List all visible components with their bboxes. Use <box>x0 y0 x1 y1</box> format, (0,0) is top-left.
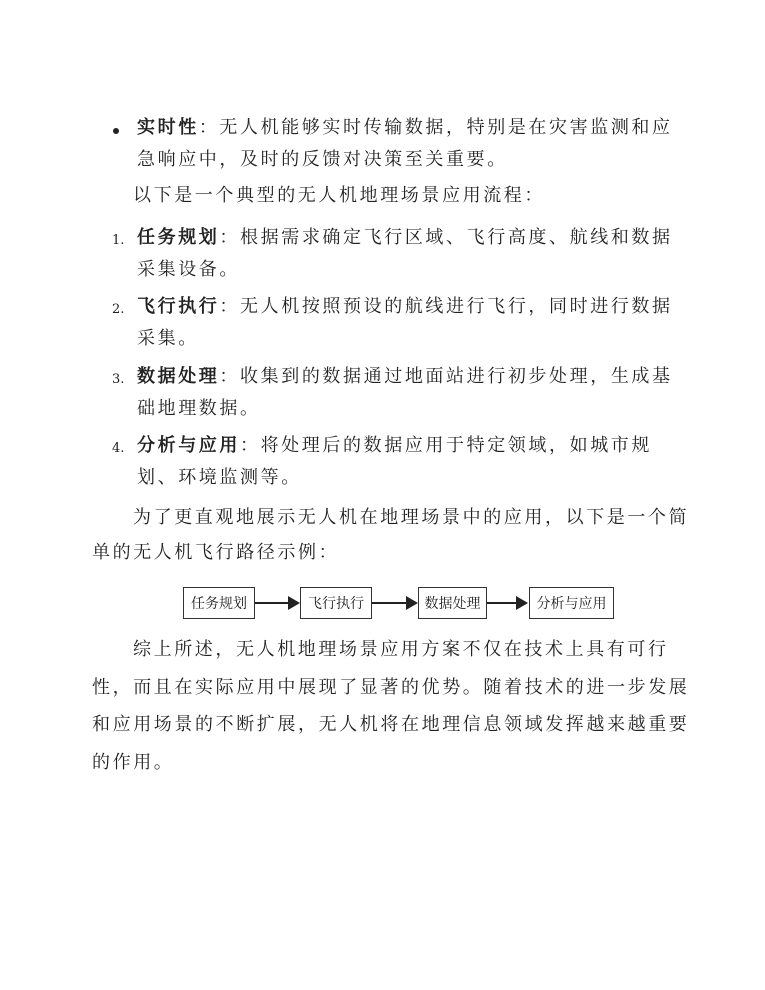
conclusion-line-1: 综上所述，无人机地理场景应用方案不仅在技术上具有可行 <box>133 639 669 660</box>
bullet-dot <box>113 128 119 134</box>
bullet-term: 实时性 <box>137 117 199 138</box>
step-line-1: 数据处理：收集到的数据通过地面站进行初步处理，生成基 <box>137 366 673 387</box>
step-term: 分析与应用 <box>137 435 240 456</box>
flow-arrow-line <box>487 602 517 604</box>
step-line-2: 划、环境监测等。 <box>137 467 302 488</box>
flow-arrowhead-icon <box>406 596 418 610</box>
flow-box-apply: 分析与应用 <box>529 587 614 619</box>
flow-arrowhead-icon <box>288 596 300 610</box>
flow-arrow-line <box>255 602 289 604</box>
step-line-1: 分析与应用：将处理后的数据应用于特定领域，如城市规 <box>137 435 653 456</box>
step-line-2: 采集设备。 <box>137 259 240 280</box>
step-number: 1. <box>112 233 125 248</box>
bullet-line-1: 实时性：无人机能够实时传输数据，特别是在灾害监测和应 <box>137 117 673 138</box>
flow-box-process: 数据处理 <box>418 587 487 619</box>
step-line-1: 飞行执行：无人机按照预设的航线进行飞行，同时进行数据 <box>137 296 673 317</box>
step-line-2: 础地理数据。 <box>137 398 261 419</box>
step-term: 任务规划 <box>137 227 220 248</box>
bullet-text: 无人机能够实时传输数据，特别是在灾害监测和应 <box>219 117 673 138</box>
step-line-2: 采集。 <box>137 328 199 349</box>
bullet-line-2: 急响应中，及时的反馈对决策至关重要。 <box>137 149 508 170</box>
para2-line-1: 为了更直观地展示无人机在地理场景中的应用，以下是一个简 <box>133 507 690 528</box>
flow-arrow-line <box>372 602 407 604</box>
para2-line-2: 单的无人机飞行路径示例： <box>92 542 340 563</box>
step-number: 2. <box>112 302 125 317</box>
step-term: 飞行执行 <box>137 296 220 317</box>
step-number: 4. <box>112 441 125 456</box>
conclusion-line-2: 性，而且在实际应用中展现了显著的优势。随着技术的进一步发展 <box>92 677 690 698</box>
conclusion-line-4: 的作用。 <box>92 752 175 773</box>
step-number: 3. <box>112 372 125 387</box>
intro-text: 以下是一个典型的无人机地理场景应用流程： <box>133 185 545 206</box>
step-term: 数据处理 <box>137 366 220 387</box>
flow-arrowhead-icon <box>516 596 528 610</box>
flow-box-execute: 飞行执行 <box>300 587 372 619</box>
step-line-1: 任务规划：根据需求确定飞行区域、飞行高度、航线和数据 <box>137 227 673 248</box>
conclusion-line-3: 和应用场景的不断扩展，无人机将在地理信息领域发挥越来越重要 <box>92 714 690 735</box>
flow-box-plan: 任务规划 <box>183 587 255 619</box>
